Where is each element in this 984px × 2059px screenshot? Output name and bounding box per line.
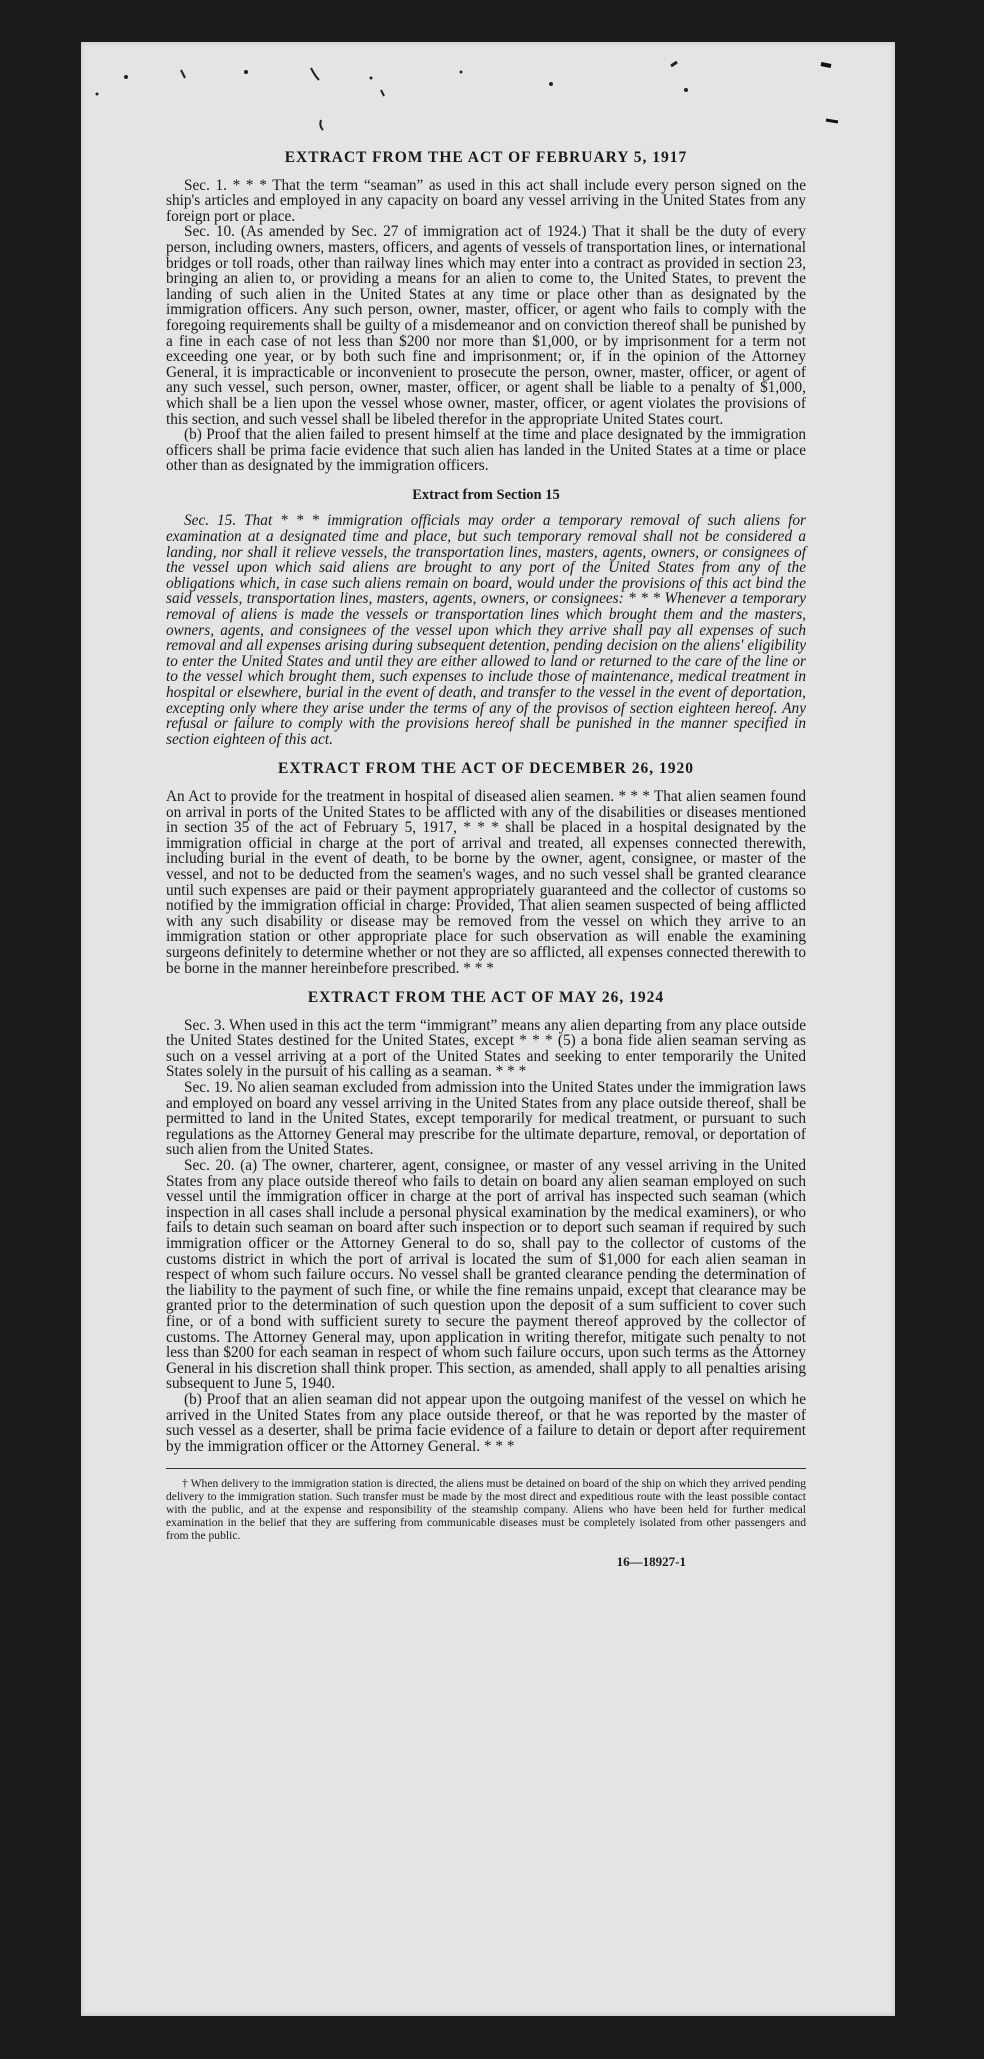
section-15-paragraph: Sec. 15. That * * * immigration officials may order a temporary removal of such aliens for examination at a designated time and place, but such temporary removal shall not be considered a landing, nor shall it relieve vessels, the transportation lines, masters, agents, owners, or consignees of the vessel upon which said aliens are brought to any port of the United States from any of the obligations which, in case such aliens remain on board, would under the provisions of this act bind the said vessels, transportation lines, masters, agents, owners, or consignees: * * * Whenever a temporary removal of aliens is made the vessels or transportation lines which brought them and the masters, owners, agents, and consignees of the vessel upon which they arrive shall pay all expenses of such removal and all expenses arising during subsequent detention, pending decision on the aliens' eligibility to enter the United States and until they are either allowed to land or returned to the care of the line or to the vessel which brought them, such expenses to include those of maintenance, medical treatment in hospital or elsewhere, burial in the event of death, and transfer to the vessel in the event of deportation, excepting only where they arise under the terms of any of the provisos of section eighteen hereof. Any refusal or failure to comply with the provisions hereof shall be punished in the manner specified in section eighteen of this act. xyxy=(166,512,806,748)
section-1-paragraph: Sec. 1. * * * That the term “seaman” as used in this act shall include every person signed on the ship's articles and employed in any capacity on board any vessel arriving in the United States from any foreign port or place. xyxy=(166,176,806,225)
form-number: 16—18927-1 xyxy=(616,1554,686,1570)
footnote-text: † When delivery to the immigration station is directed, the aliens must be detained on board of the ship on which they arrived pending delivery to the immigration station. Such transfer must be made by the most direct and expeditious route with the least possible contact with the public, and at the expense and responsibility of the steamship company. Aliens who have been held for further medical examination in the belief that they are suffering from communicable diseases must be completely isolated from other passengers and from the public. xyxy=(166,1477,806,1543)
section-20b-paragraph: (b) Proof that an alien seaman did not appear upon the outgoing manifest of the vessel on which he arrived in the United States from any place outside thereof, or that he was reported by the master of such vessel as a deserter, shall be prima facie evidence of a failure to detain or deport after requirement by the immigration officer or the Attorney General. * * * xyxy=(166,1390,806,1455)
section-3-paragraph: Sec. 3. When used in this act the term “immigrant” means any alien departing from any place outside the United States destined for the United States, except * * * (5) a bona fide alien seaman serving as such on a vessel arriving at a port of the United States and seeking to enter temporarily the United States solely in the pursuit of his calling as a seaman. * * * xyxy=(166,1016,806,1081)
document-body xyxy=(166,150,806,1570)
scan-specks xyxy=(81,42,895,142)
section-10b-paragraph: (b) Proof that the alien failed to present himself at the time and place designated by the immigration officers shall be prima facie evidence that such alien has landed in the United States at a time or place other than as designated by the immigration officers. xyxy=(166,426,806,475)
section-10-paragraph: Sec. 10. (As amended by Sec. 27 of immigration act of 1924.) That it shall be the duty of every person, including owners, masters, officers, and agents of vessels of transportation lines, or international bridges or toll roads, other than railway lines which may enter into a contract as provided in section 23, bringing an alien to, or providing a means for an alien to come to, the United States, to prevent the landing of such alien in the United States at any time or place other than as designated by the immigration officers. Any such person, owner, master, officer, or agent who fails to comply with the foregoing requirements shall be guilty of a misdemeanor and on conviction thereof shall be punished by a fine in each case of not less than $200 nor more than $1,000, or by imprisonment for a term not exceeding one year, or by both such fine and imprisonment; or, if in the opinion of the Attorney General, it is impracticable or inconvenient to prosecute the person, owner, master, officer, or agent of any such vessel, such person, owner, master, officer, or agent shall be liable to a penalty of $1,000, which shall be a lien upon the vessel whose owner, master, officer, or agent violates the provisions of this section, and such vessel shall be libeled therefor in the appropriate United States court. xyxy=(166,223,806,428)
document-page xyxy=(81,42,895,2016)
section-19-paragraph: Sec. 19. No alien seaman excluded from admission into the United States under the immigration laws and employed on board any vessel arriving in the United States from any place outside thereof, shall be permitted to land in the United States, except temporarily for medical treatment, or pursuant to such regulations as the Attorney General may prescribe for the ultimate departure, removal, or deportation of such alien from the United States. xyxy=(166,1079,806,1159)
footnote xyxy=(166,1468,806,1542)
subheading-section-15: Extract from Section 15 xyxy=(412,486,560,503)
heading-act-1924: EXTRACT FROM THE ACT OF MAY 26, 1924 xyxy=(307,989,665,1007)
heading-act-1920: EXTRACT FROM THE ACT OF DECEMBER 26, 1920 xyxy=(278,760,694,778)
act-1920-paragraph: An Act to provide for the treatment in hospital of diseased alien seamen. * * * That alien seamen found on arrival in ports of the United States to be afflicted with any of the disabilities or diseases mentioned in section 35 of the act of February 5, 1917, * * * shall be placed in a hospital designated by the immigration official in charge at the port of arrival and treated, all expenses connected therewith, including burial in the event of death, to be borne by the owner, agent, consignee, or master of the vessel, and not to be deducted from the seamen's wages, and no such vessel shall be granted clearance until such expenses are paid or their payment appropriately guaranteed and the collector of customs so notified by the immigration official in charge: Provided, That alien seamen suspected of being afflicted with any such disability or disease may be removed from the vessel on which they arrive to an immigration station or other appropriate place for such observation as will enable the examining surgeons definitely to determine whether or not they are so afflicted, all expenses connected therewith to be borne in the manner hereinbefore prescribed. * * * xyxy=(166,787,806,977)
heading-act-1917: EXTRACT FROM THE ACT OF FEBRUARY 5, 1917 xyxy=(284,149,688,166)
section-20a-paragraph: Sec. 20. (a) The owner, charterer, agent, consignee, or master of any vessel arriving in the United States from any place outside thereof who fails to detain on board any alien seaman employed on such vessel until the immigration officer in charge at the port of arrival has inspected such seaman (which inspection in all cases shall include a personal physical examination by the medical examiners), or who fails to detain such seaman on board after such inspection or to deport such seaman if required by such immigration officer or the Attorney General to do so, shall pay to the collector of customs of the customs district in which the port of arrival is located the sum of $1,000 for each alien seaman in respect of whom such failure occurs. No vessel shall be granted clearance pending the determination of the liability to the payment of such fine, or while the fine remains unpaid, except that clearance may be granted prior to the determination of such question upon the deposit of a sum sufficient to cover such fine, or of a bond with sufficient surety to secure the payment thereof approved by the collector of customs. The Attorney General may, upon application in writing therefor, mitigate such penalty to not less than $200 for each seaman in respect of whom such failure occurs, upon such terms as the Attorney General in his discretion shall think proper. This section, as amended, shall apply to all penalties arising subsequent to June 5, 1940. xyxy=(166,1157,806,1393)
